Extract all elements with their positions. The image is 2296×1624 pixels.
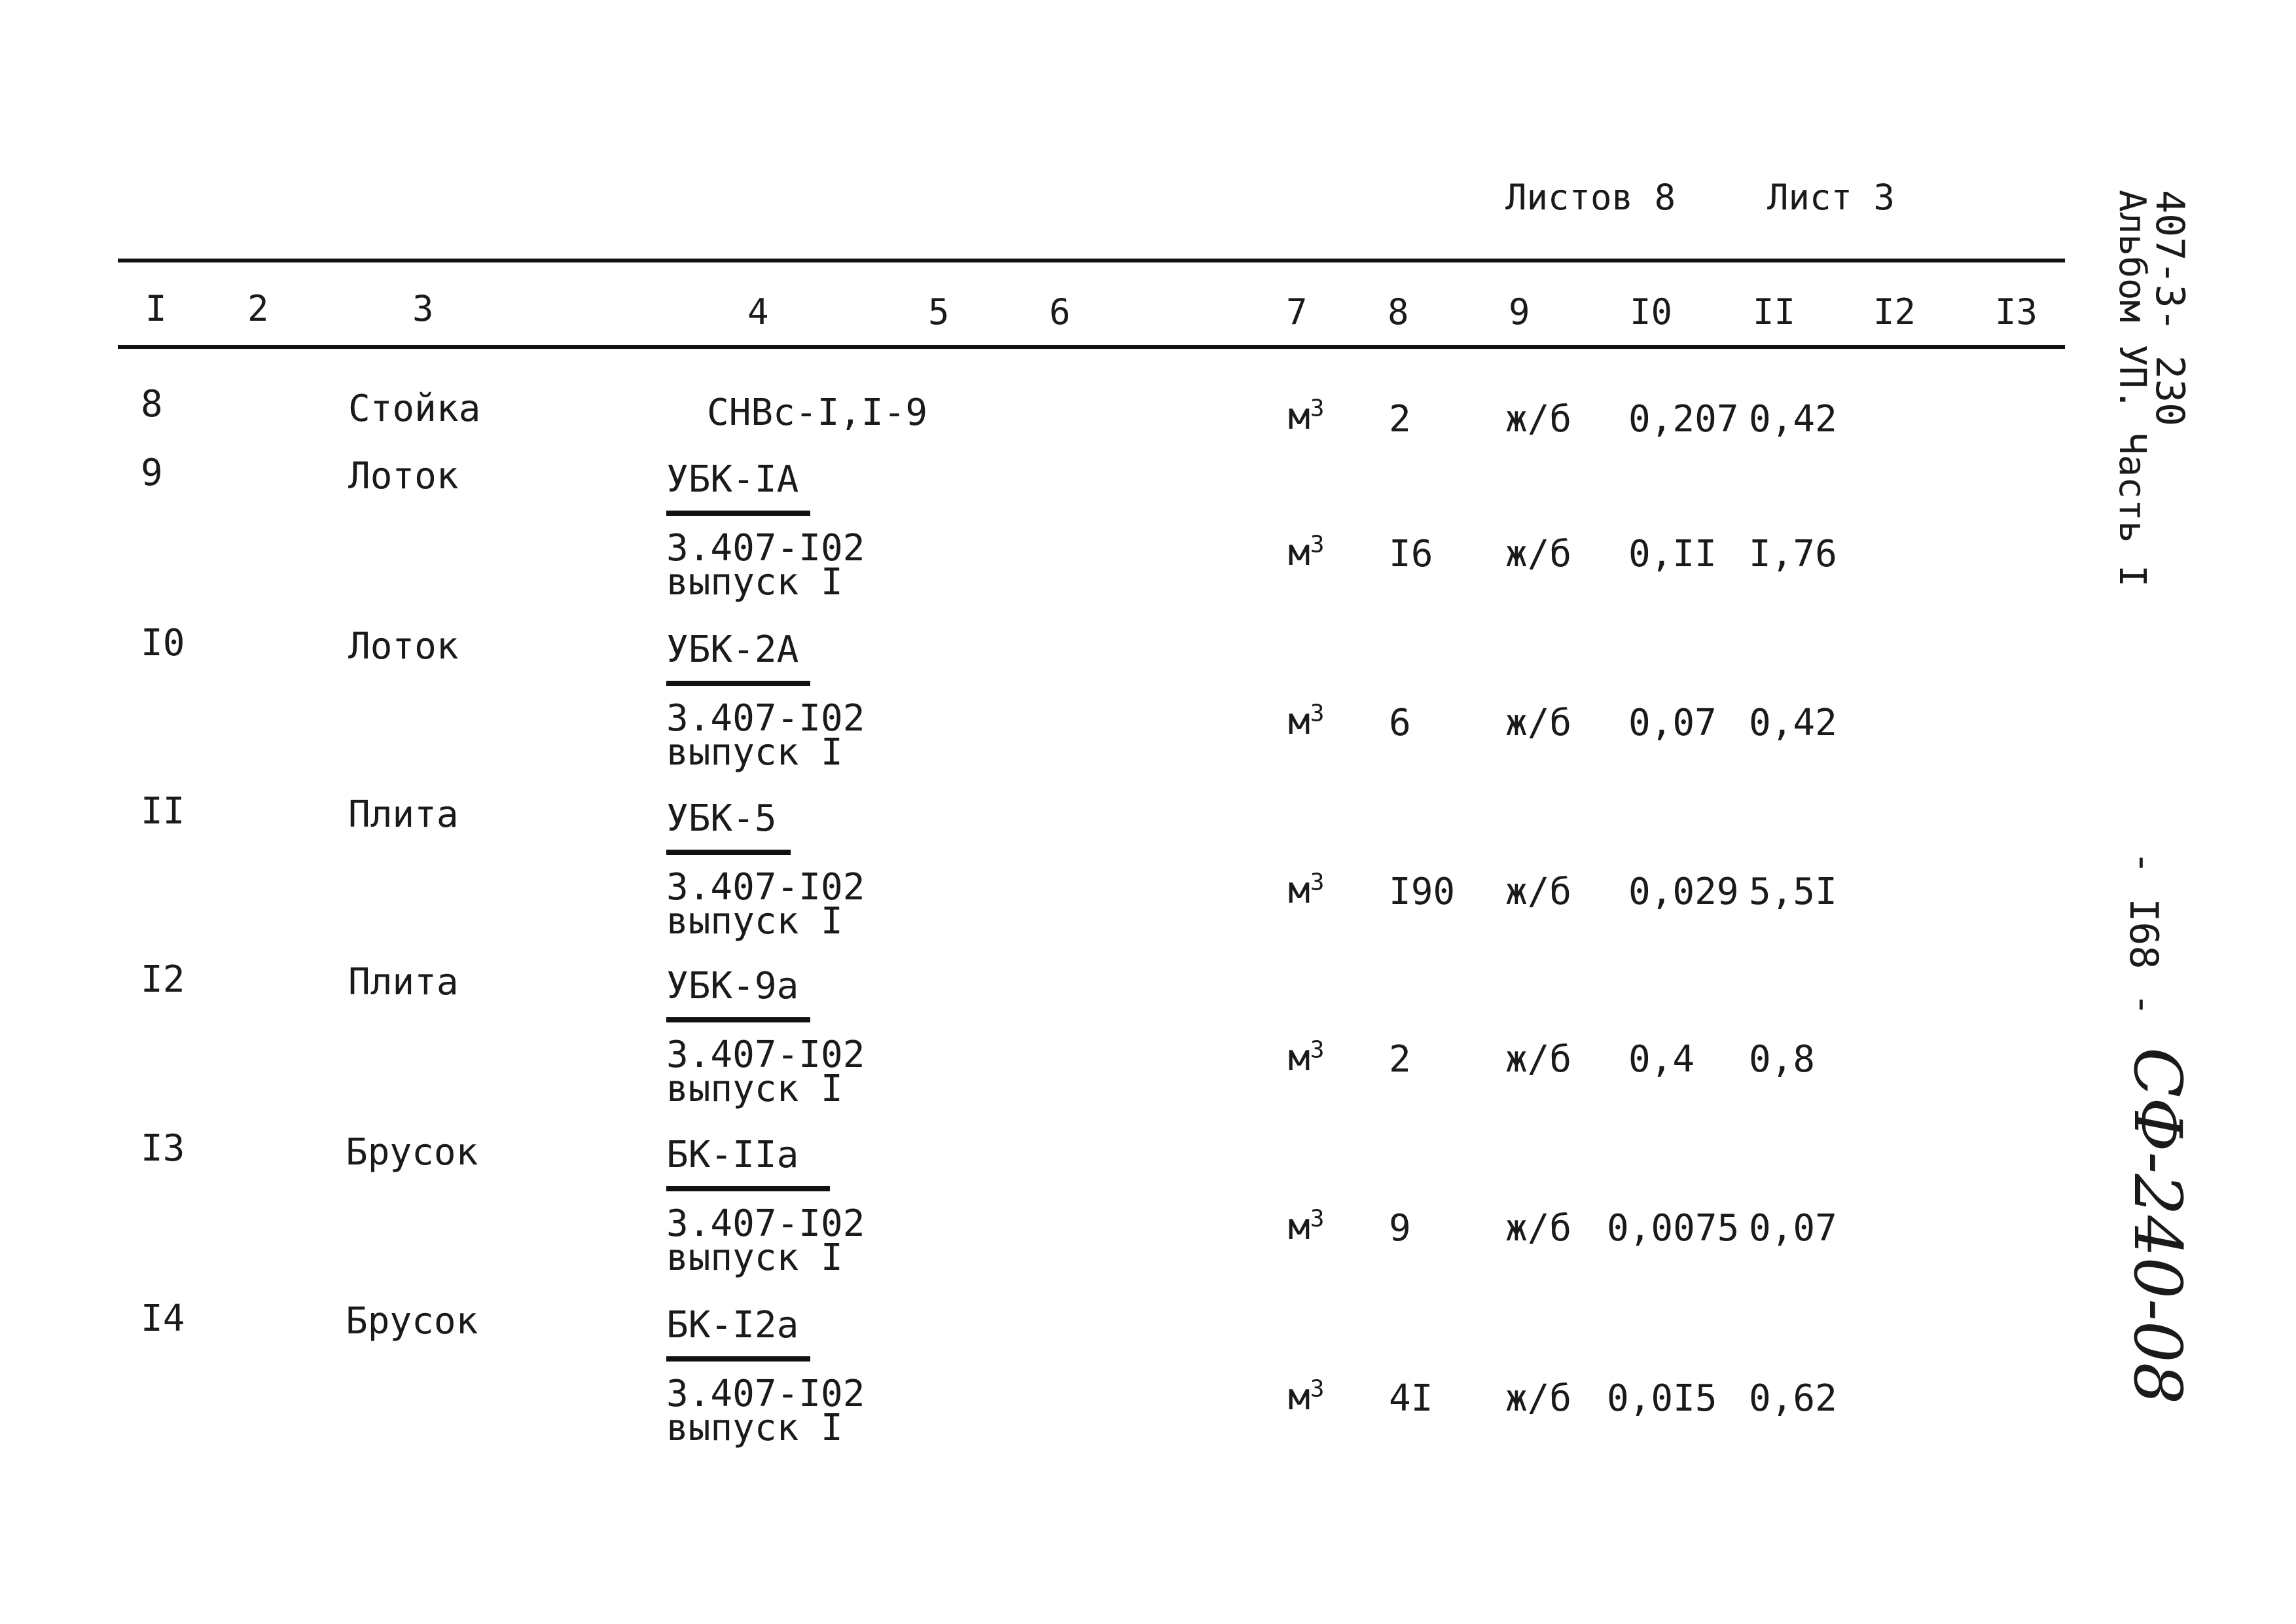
row-quantity: I6 (1389, 533, 1433, 575)
album-part: Альбом УП. Часть I (2111, 190, 2153, 587)
row-number: 9 (141, 452, 163, 494)
row-document: 3.407-I02 (666, 1373, 865, 1415)
col-header-13: I3 (1995, 291, 2038, 333)
row-issue: выпуск I (666, 900, 843, 943)
row-unit: $м^3$ (1288, 1205, 1325, 1248)
row-quantity: 2 (1389, 398, 1411, 441)
row-name: Плита (348, 961, 459, 1003)
row-number: I0 (141, 622, 185, 664)
row-value-11: 0,42 (1749, 702, 1837, 744)
row-quantity: 6 (1389, 702, 1411, 744)
row-material: ж/б (1505, 702, 1572, 744)
row-value-10: 0,II (1628, 533, 1717, 575)
row-material: ж/б (1505, 1377, 1572, 1420)
row-value-11: 5,5I (1749, 871, 1837, 913)
row-value-10: 0,207 (1628, 398, 1739, 441)
row-issue: выпуск I (666, 1236, 843, 1279)
row-quantity: 9 (1389, 1207, 1411, 1250)
row-number: I4 (141, 1297, 185, 1340)
row-material: ж/б (1505, 871, 1572, 913)
row-number: 8 (141, 383, 163, 425)
row-material: ж/б (1505, 1038, 1572, 1081)
row-name: Брусок (346, 1131, 478, 1174)
sheets-count: Листов 8 (1505, 177, 1676, 218)
row-material: ж/б (1505, 533, 1572, 575)
row-document: 3.407-I02 (666, 527, 865, 569)
row-issue: выпуск I (666, 561, 843, 604)
row-value-11: 0,8 (1749, 1038, 1816, 1081)
row-unit: $м^3$ (1288, 1036, 1325, 1079)
table-header-rule (118, 345, 2065, 349)
row-quantity: I90 (1389, 871, 1456, 913)
sheet-number: Лист 3 (1767, 177, 1895, 218)
col-header-2: 2 (247, 288, 269, 329)
row-value-11: 0,42 (1749, 398, 1837, 441)
row-value-11: 0,62 (1749, 1377, 1837, 1420)
row-value-11: 0,07 (1749, 1207, 1837, 1250)
row-issue: выпуск I (666, 1407, 843, 1449)
row-name: Плита (348, 793, 459, 836)
row-document: 3.407-I02 (666, 697, 865, 740)
row-value-10: 0,029 (1628, 871, 1739, 913)
row-unit: $м^3$ (1288, 1375, 1325, 1418)
row-quantity: 2 (1389, 1038, 1411, 1081)
row-value-10: 0,0075 (1607, 1207, 1740, 1250)
row-value-11: I,76 (1749, 533, 1837, 575)
page-number: - I68 - (2121, 851, 2166, 1017)
col-header-5: 5 (928, 291, 950, 333)
row-number: II (141, 790, 185, 833)
row-issue: выпуск I (666, 731, 843, 774)
row-name: Лоток (348, 455, 459, 497)
row-name: Брусок (346, 1300, 478, 1343)
row-unit: $м^3$ (1288, 531, 1325, 574)
row-mark: УБК-5 (666, 797, 777, 840)
mark-underline (666, 850, 791, 855)
col-header-1: I (145, 288, 167, 329)
row-mark: СНВс-I,I-9 (707, 391, 928, 434)
row-unit: $м^3$ (1288, 700, 1325, 743)
row-unit: $м^3$ (1288, 869, 1325, 912)
row-material: ж/б (1505, 1207, 1572, 1250)
archive-stamp: СФ-240-08 (2119, 1047, 2196, 1405)
row-mark: УБК-2А (666, 628, 799, 671)
mark-underline (666, 1356, 810, 1362)
col-header-6: 6 (1049, 291, 1071, 333)
row-number: I3 (141, 1127, 185, 1170)
col-header-9: 9 (1509, 291, 1530, 333)
col-header-11: II (1753, 291, 1796, 333)
mark-underline (666, 1017, 810, 1022)
col-header-7: 7 (1286, 291, 1308, 333)
row-mark: УБК-IA (666, 458, 799, 501)
col-header-4: 4 (747, 291, 769, 333)
table-top-rule (118, 259, 2065, 262)
row-unit: $м^3$ (1288, 395, 1325, 438)
row-document: 3.407-I02 (666, 866, 865, 909)
row-quantity: 4I (1389, 1377, 1433, 1420)
row-value-10: 0,4 (1628, 1038, 1695, 1081)
row-value-10: 0,0I5 (1607, 1377, 1717, 1420)
row-issue: выпуск I (666, 1068, 843, 1110)
row-mark: БК-I2а (666, 1304, 799, 1346)
row-value-10: 0,07 (1628, 702, 1717, 744)
row-number: I2 (141, 958, 185, 1001)
row-document: 3.407-I02 (666, 1202, 865, 1245)
col-header-12: I2 (1873, 291, 1916, 333)
col-header-8: 8 (1388, 291, 1409, 333)
mark-underline (666, 511, 810, 516)
row-document: 3.407-I02 (666, 1034, 865, 1076)
col-header-3: 3 (412, 288, 434, 329)
col-header-10: I0 (1630, 291, 1673, 333)
document-code: 407-3- 230 (2147, 190, 2193, 427)
row-mark: УБК-9а (666, 965, 799, 1007)
mark-underline (666, 681, 810, 686)
mark-underline (666, 1186, 830, 1191)
row-name: Лоток (348, 625, 459, 668)
row-material: ж/б (1505, 398, 1572, 441)
row-mark: БК-IIа (666, 1134, 799, 1176)
row-name: Стойка (348, 388, 481, 430)
